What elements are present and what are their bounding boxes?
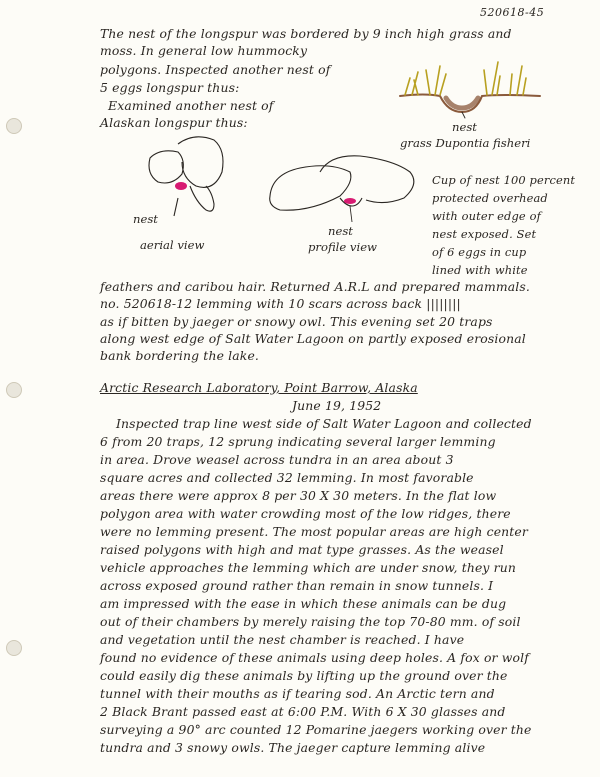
text-line: raised polygons with high and mat type grasses. As the weasel bbox=[100, 542, 504, 557]
side-note-line: protected overhead bbox=[432, 191, 548, 205]
text-line: polygon area with water crowding most of the low ridges, there bbox=[100, 506, 511, 521]
text-line: were no lemming present. The most popular areas are high center bbox=[100, 524, 528, 539]
text-line: no. 520618-12 lemming with 10 scars across back |||||||| bbox=[100, 296, 461, 311]
text-line: along west edge of Salt Water Lagoon on partly exposed erosional bbox=[100, 331, 526, 346]
text-line: and vegetation until the nest chamber is reached. I have bbox=[100, 632, 465, 647]
text-line: surveying a 90° arc counted 12 Pomarine jaegers working over the bbox=[100, 722, 532, 737]
side-note-line: of 6 eggs in cup bbox=[432, 245, 527, 259]
text-line: in area. Drove weasel across tundra in an area about 3 bbox=[100, 452, 454, 467]
text-line: 2 Black Brant passed east at 6:00 P.M. With 6 X 30 glasses and bbox=[100, 704, 506, 719]
side-note-line: lined with white bbox=[432, 263, 528, 277]
text-line: Examined another nest of bbox=[108, 98, 274, 113]
text-line: square acres and collected 32 lemming. In most favorable bbox=[100, 470, 474, 485]
text-line: feathers and caribou hair. Returned A.R.L and prepared mammals. bbox=[100, 279, 530, 294]
text-line: as if bitten by jaeger or snowy owl. This evening set 20 traps bbox=[100, 314, 493, 329]
text-line: 5 eggs longspur thus: bbox=[100, 80, 240, 95]
text-line: The nest of the longspur was bordered by 9 inch high grass and bbox=[100, 26, 512, 41]
text-line: vehicle approaches the lemming which are under snow, they run bbox=[100, 560, 517, 575]
sketch-label: nest bbox=[133, 212, 158, 226]
side-note-line: Cup of nest 100 percent bbox=[432, 173, 576, 187]
text-line: 6 from 20 traps, 12 sprung indicating several larger lemming bbox=[100, 434, 496, 449]
text-line: am impressed with the ease in which these animals can be dug bbox=[100, 596, 507, 611]
text-line: across exposed ground rather than remain in snow tunnels. I bbox=[100, 578, 494, 593]
sketch-label: grass Dupontia fisheri bbox=[400, 136, 531, 150]
text-line: Alaskan longspur thus: bbox=[100, 115, 248, 130]
text-line: could easily dig these animals by lifting up the ground over the bbox=[100, 668, 508, 683]
side-note-line: nest exposed. Set bbox=[432, 227, 537, 241]
text-line: tundra and 3 snowy owls. The jaeger capture lemming alive bbox=[100, 740, 486, 755]
text-line: polygons. Inspected another nest of bbox=[100, 62, 331, 77]
entry-heading: Arctic Research Laboratory, Point Barrow, Alaska bbox=[100, 380, 418, 395]
text-line: areas there were approx 8 per 30 X 30 meters. In the flat low bbox=[100, 488, 497, 503]
text-line: moss. In general low hummocky bbox=[100, 43, 308, 58]
text-line: tunnel with their mouths as if tearing sod. An Arctic tern and bbox=[100, 686, 495, 701]
sketch-label: nest bbox=[452, 120, 477, 134]
entry-date: June 19, 1952 bbox=[292, 398, 382, 413]
sketch-label: aerial view bbox=[140, 238, 205, 252]
sketch-label: profile view bbox=[308, 240, 377, 254]
sketch-label: nest bbox=[328, 224, 353, 238]
text-line: found no evidence of these animals using deep holes. A fox or wolf bbox=[100, 650, 529, 665]
text-line: out of their chambers by merely raising the top 70-80 mm. of soil bbox=[100, 614, 521, 629]
text-line: Inspected trap line west side of Salt Water Lagoon and collected bbox=[116, 416, 532, 431]
side-note-line: with outer edge of bbox=[432, 209, 541, 223]
text-line: bank bordering the lake. bbox=[100, 348, 260, 363]
page-id: 520618-45 bbox=[480, 6, 545, 19]
